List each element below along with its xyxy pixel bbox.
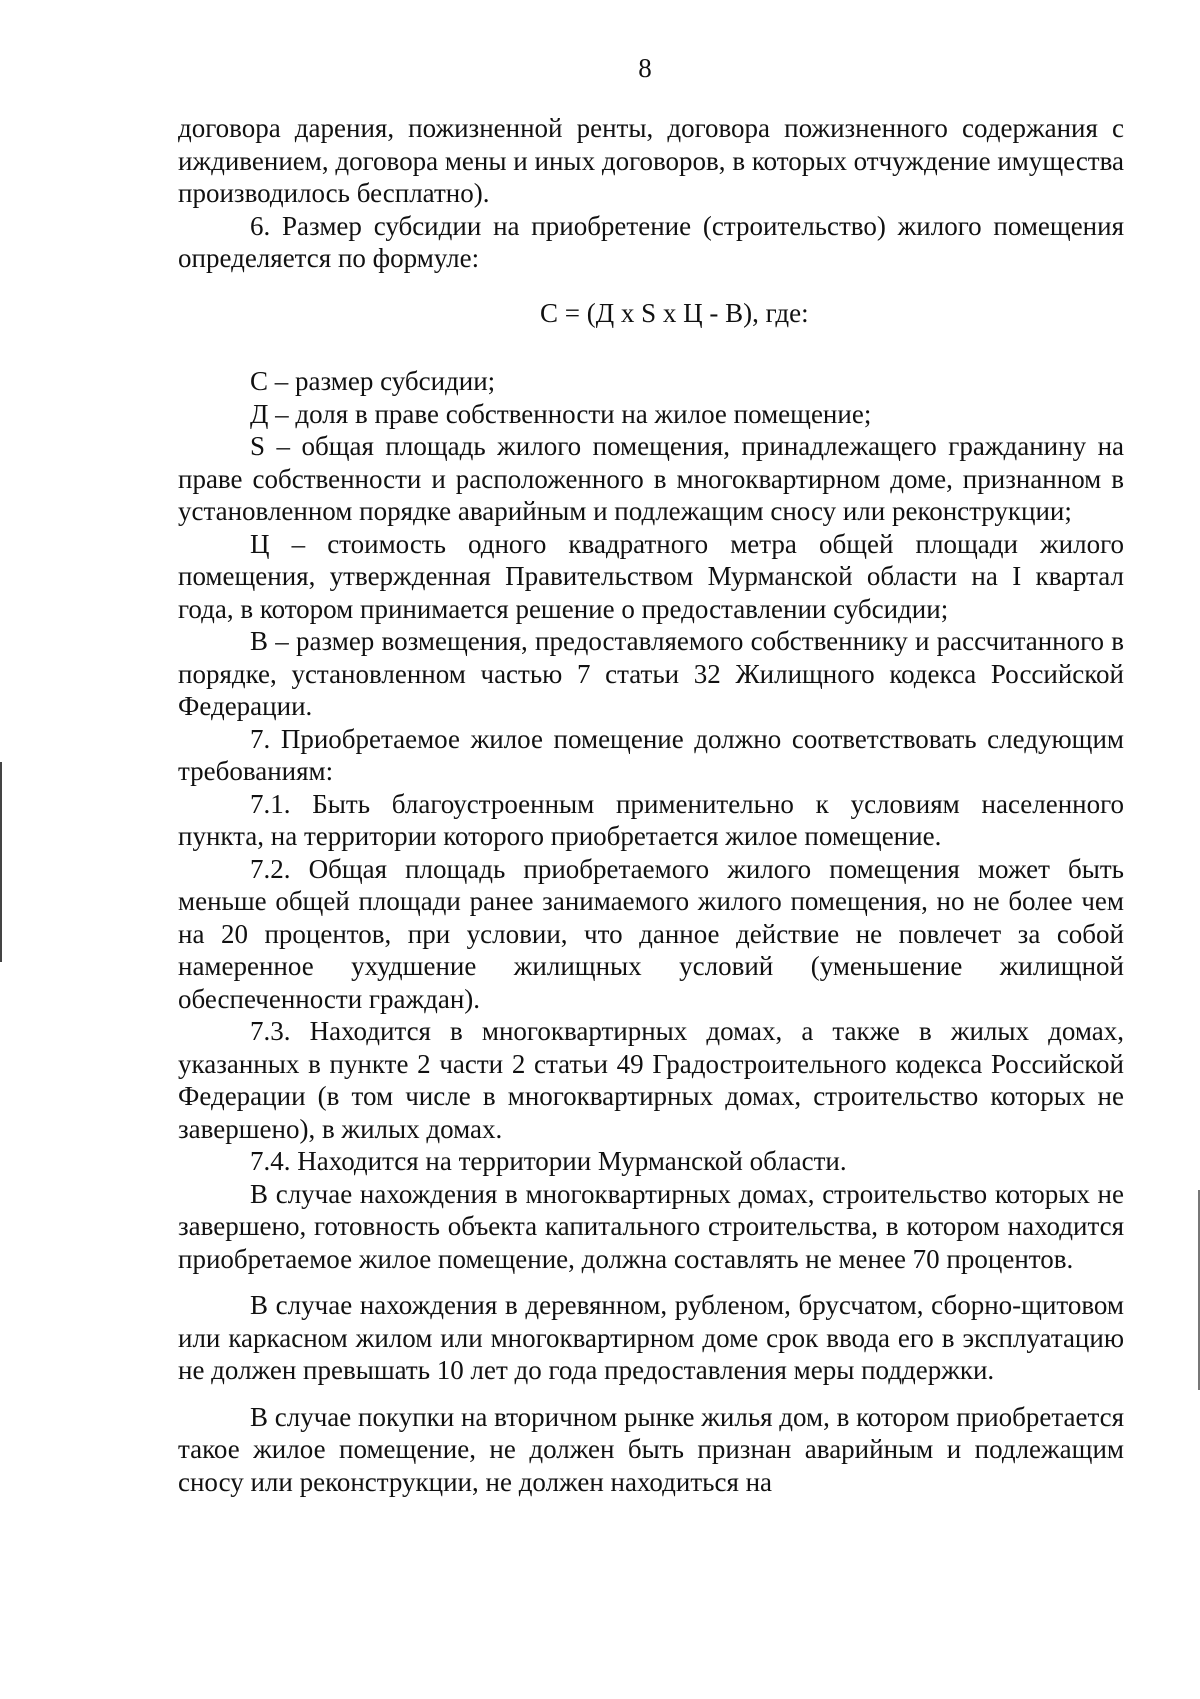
definition-s: S – общая площадь жилого помещения, принадлежащего гражданину на праве собственности и расположенного в многоквартирном доме, признанном в установленном порядке аварийным и подлежащим сносу или реконструкции;: [178, 431, 1124, 526]
definition-c: С – размер субсидии;: [250, 366, 496, 396]
paragraph-item-7-4: 7.4. Находится на территории Мурманской области.: [250, 1146, 847, 1176]
subsidy-formula: С = (Д х S х Ц - В), где:: [540, 297, 809, 328]
scan-edge-mark: [0, 762, 2, 962]
paragraph-wooden-buildings: В случае нахождения в деревянном, рубленом, брусчатом, сборно-щитовом или каркасном жилом или многоквартирном доме срок ввода его в эксплуатацию не должен превышать 10 лет до года предоставления меры поддержки.: [178, 1290, 1124, 1385]
paragraph-secondary-market: В случае покупки на вторичном рынке жилья дом, в котором приобретается такое жилое помещение, не должен быть признан аварийным и подлежащим сносу или реконструкции, не должен находиться на: [178, 1401, 1125, 1497]
page-number: 8: [638, 53, 652, 83]
paragraph-item-6: 6. Размер субсидии на приобретение (строительство) жилого помещения определяется по формуле:: [178, 210, 1124, 273]
paragraph-item-7: 7. Приобретаемое жилое помещение должно соответствовать следующим требованиям:: [178, 723, 1124, 786]
definition-v: В – размер возмещения, предоставляемого собственнику и рассчитанного в порядке, установленном частью 7 статьи 32 Жилищного кодекса Российской Федерации.: [178, 626, 1124, 721]
paragraph-continuation: договора дарения, пожизненной ренты, договора пожизненного содержания с иждивением, договора мены и иных договоров, в которых отчуждение имущества производилось бесплатно).: [178, 113, 1124, 208]
definition-d: Д – доля в праве собственности на жилое помещение;: [250, 398, 872, 429]
paragraph-item-7-1: 7.1. Быть благоустроенным применительно к условиям населенного пункта, на территории которого приобретается жилое помещение.: [178, 788, 1124, 851]
document-body: [178, 112, 1124, 1498]
paragraph-item-7-3: 7.3. Находится в многоквартирных домах, а также в жилых домах, указанных в пункте 2 части 2 статьи 49 Градостроительного кодекса Российской Федерации (в том числе в многоквартирных домах, строительство которых не завершено), в жилых домах.: [178, 1016, 1124, 1144]
definition-ts: Ц – стоимость одного квадратного метра общей площади жилого помещения, утвержденная Правительством Мурманской области на I квартал года, в котором принимается решение о предоставлении субсидии;: [178, 528, 1124, 624]
paragraph-item-7-2: 7.2. Общая площадь приобретаемого жилого помещения может быть меньше общей площади ранее занимаемого жилого помещения, но не более чем на 20 процентов, при условии, что данное действие не повлечет за собой намеренное ухудшение жилищных условий (уменьшение жилищной обеспеченности граждан).: [178, 853, 1124, 1014]
paragraph-unfinished-buildings: В случае нахождения в многоквартирных домах, строительство которых не завершено, готовность объекта капитального строительства, в котором находится приобретаемое жилое помещение, должна составлять не менее 70 процентов.: [178, 1178, 1124, 1274]
